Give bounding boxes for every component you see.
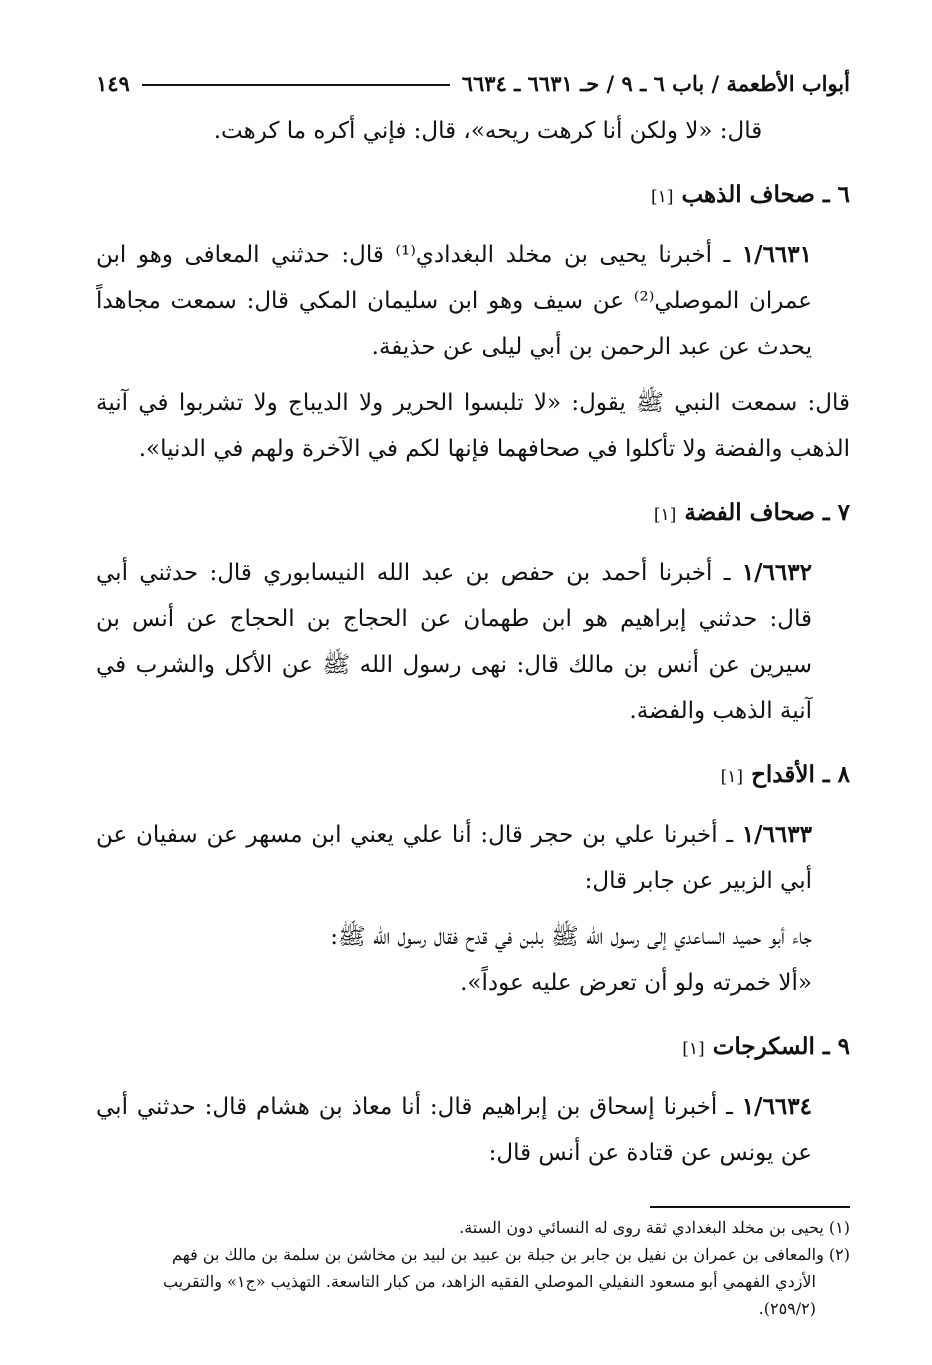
section-ref: [١] [720, 767, 744, 787]
section-title: ٩ ـ السكرجات [712, 1033, 850, 1060]
section-ref: [١] [682, 1039, 705, 1059]
hadith-6634 [96, 1084, 850, 1176]
page-number: ١٤٩ [96, 70, 130, 96]
section-heading-9 [96, 1024, 850, 1072]
hadith-6632 [96, 550, 850, 734]
footnotes [96, 1214, 850, 1322]
footnote-2-line-2: الأزدي الفهمي أبو مسعود النفيلي الموصلي الفقيه الزاهد، من كبار التاسعة. التهذيب «ج١» والتقريب [163, 1272, 816, 1291]
footnote-2-line-1: (٢) والمعافى بن عمران بن نفيل بن جابر بن جبلة بن عبيد بن لبيد بن مخاشن بن سلمة بن مالك بن فهم [172, 1245, 850, 1264]
section-heading-8 [96, 752, 850, 800]
hadith-text: ـ أخبرنا يحيى بن مخلد البغدادي⁽¹⁾ قال: حدثني المعافى وهو ابن عمران الموصلي⁽²⁾ عن سيف وهو ابن سليمان المكي قال: سمعت مجاهداً يحدث عن عبد الرحمن بن أبي ليلى عن حذيفة. [96, 242, 813, 360]
hadith-6633-matn-1: جاء أبو حميد الساعدي إلى رسول الله ﷺ بلبن في قدح فقال رسول الله ﷺ: [330, 924, 812, 950]
hadith-6631-isnad [96, 232, 850, 370]
hadith-text: ـ أخبرنا علي بن حجر قال: أنا علي يعني ابن مسهر عن سفيان عن أبي الزبير عن جابر قال: [96, 822, 812, 894]
section-title: ٦ ـ صحاف الذهب [681, 181, 850, 208]
section-title: ٧ ـ صحاف الفضة [684, 499, 850, 526]
footnote-2-line-3: (٢٥٩/٢). [758, 1299, 816, 1318]
hadith-number: ١/٦٦٣٤ [741, 1093, 812, 1120]
footnote-1: (١) يحيى بن مخلد البغدادي ثقة روى له النسائي دون الستة. [459, 1218, 850, 1237]
section-title: ٨ ـ الأقداح [751, 761, 850, 788]
book-page [96, 66, 850, 1335]
section-heading-7 [96, 490, 850, 538]
running-head [96, 66, 850, 100]
intro-line: قال: «لا ولكن أنا كرهت ريحه»، قال: فإني أكره ما كرهت. [213, 118, 763, 144]
hadith-text: ـ أخبرنا أحمد بن حفص بن عبد الله النيسابوري قال: حدثني أبي قال: حدثني إبراهيم هو ابن طهمان عن الحجاج بن الحجاج عن أنس بن سيرين عن أنس بن مالك قال: نهى رسول الله ﷺ عن الأكل والشرب في آنية الذهب والفضة. [96, 560, 812, 724]
hadith-number: ١/٦٦٣٣ [741, 821, 812, 848]
hadith-6633-isnad [96, 812, 850, 904]
footnote-rule [650, 1206, 850, 1208]
running-head-rule [142, 84, 450, 86]
hadith-number: ١/٦٦٣٢ [741, 559, 812, 586]
hadith-6631-matn: قال: سمعت النبي ﷺ يقول: «لا تلبسوا الحرير ولا الديباج ولا تشربوا في آنية الذهب والفضة ولا تأكلوا في صحافهما فإنها لكم في الآخرة ولهم في الدنيا». [96, 390, 850, 462]
hadith-text: ـ أخبرنا إسحاق بن إبراهيم قال: أنا معاذ بن هشام قال: حدثني أبي عن يونس عن قتادة عن أنس قال: [96, 1094, 812, 1166]
running-head-title: أبواب الأطعمة / باب ٦ ـ ٩ / حـ ٦٦٣١ ـ ٦٦٣٤ [461, 70, 850, 96]
hadith-number: ١/٦٦٣١ [741, 241, 812, 268]
section-ref: [١] [651, 187, 674, 207]
hadith-6633-matn-2: «ألا خمرته ولو أن تعرض عليه عوداً». [460, 970, 812, 996]
section-heading-6 [96, 172, 850, 220]
section-ref: [١] [653, 505, 677, 525]
main-text [96, 108, 850, 1176]
